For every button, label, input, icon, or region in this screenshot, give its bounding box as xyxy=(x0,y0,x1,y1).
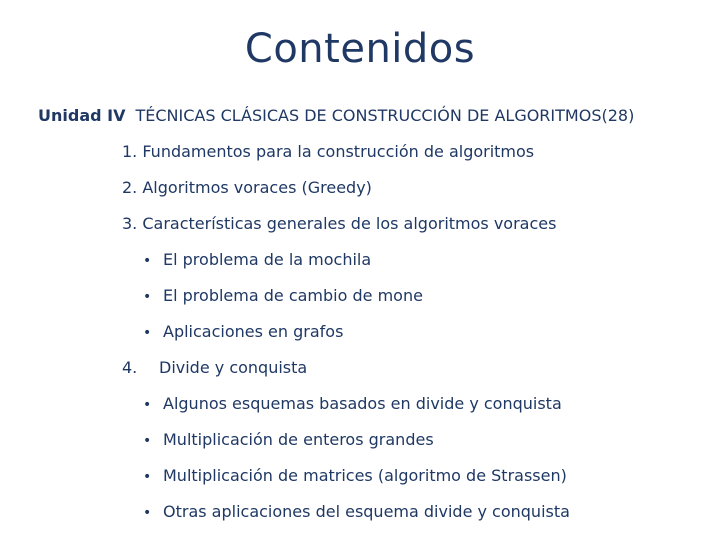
bullet-icon: • xyxy=(143,253,152,269)
sub-item-cambio xyxy=(143,286,423,305)
list-item-2: 2. Algoritmos voraces (Greedy) xyxy=(122,178,372,197)
sub-item-text: Multiplicación de enteros grandes xyxy=(163,430,434,449)
list-item-1: 1. Fundamentos para la construcción de algoritmos xyxy=(122,142,535,161)
list-item-3: 3. Características generales de los algoritmos voraces xyxy=(122,214,557,233)
bullet-icon: • xyxy=(143,469,152,485)
bullet-icon: • xyxy=(143,325,152,341)
list-item-4-text: Divide y conquista xyxy=(159,358,308,377)
sub-item-text: Otras aplicaciones del esquema divide y conquista xyxy=(163,502,570,521)
sub-item-text: El problema de cambio de mone xyxy=(163,286,423,305)
sub-item-enteros xyxy=(143,430,434,449)
unit-label: Unidad IV xyxy=(38,106,126,125)
unit-heading xyxy=(38,106,634,125)
bullet-icon: • xyxy=(143,289,152,305)
bullet-icon: • xyxy=(143,397,152,413)
list-item-4-number: 4. xyxy=(122,358,138,377)
slide-title: Contenidos xyxy=(244,26,476,72)
sub-item-otras xyxy=(143,502,570,521)
sub-item-text: Multiplicación de matrices (algoritmo de Strassen) xyxy=(163,466,567,485)
bullet-icon: • xyxy=(143,505,152,521)
sub-item-text: El problema de la mochila xyxy=(163,250,372,269)
sub-item-matrices xyxy=(143,466,567,485)
sub-item-mochila xyxy=(143,250,371,269)
unit-name: TÉCNICAS CLÁSICAS DE CONSTRUCCIÓN DE ALGORITMOS(28) xyxy=(135,106,635,125)
bullet-icon: • xyxy=(143,433,152,449)
sub-item-esquemas xyxy=(143,394,562,413)
sub-item-grafos xyxy=(143,322,343,341)
sub-item-text: Algunos esquemas basados en divide y conquista xyxy=(163,394,562,413)
sub-item-text: Aplicaciones en grafos xyxy=(163,322,344,341)
